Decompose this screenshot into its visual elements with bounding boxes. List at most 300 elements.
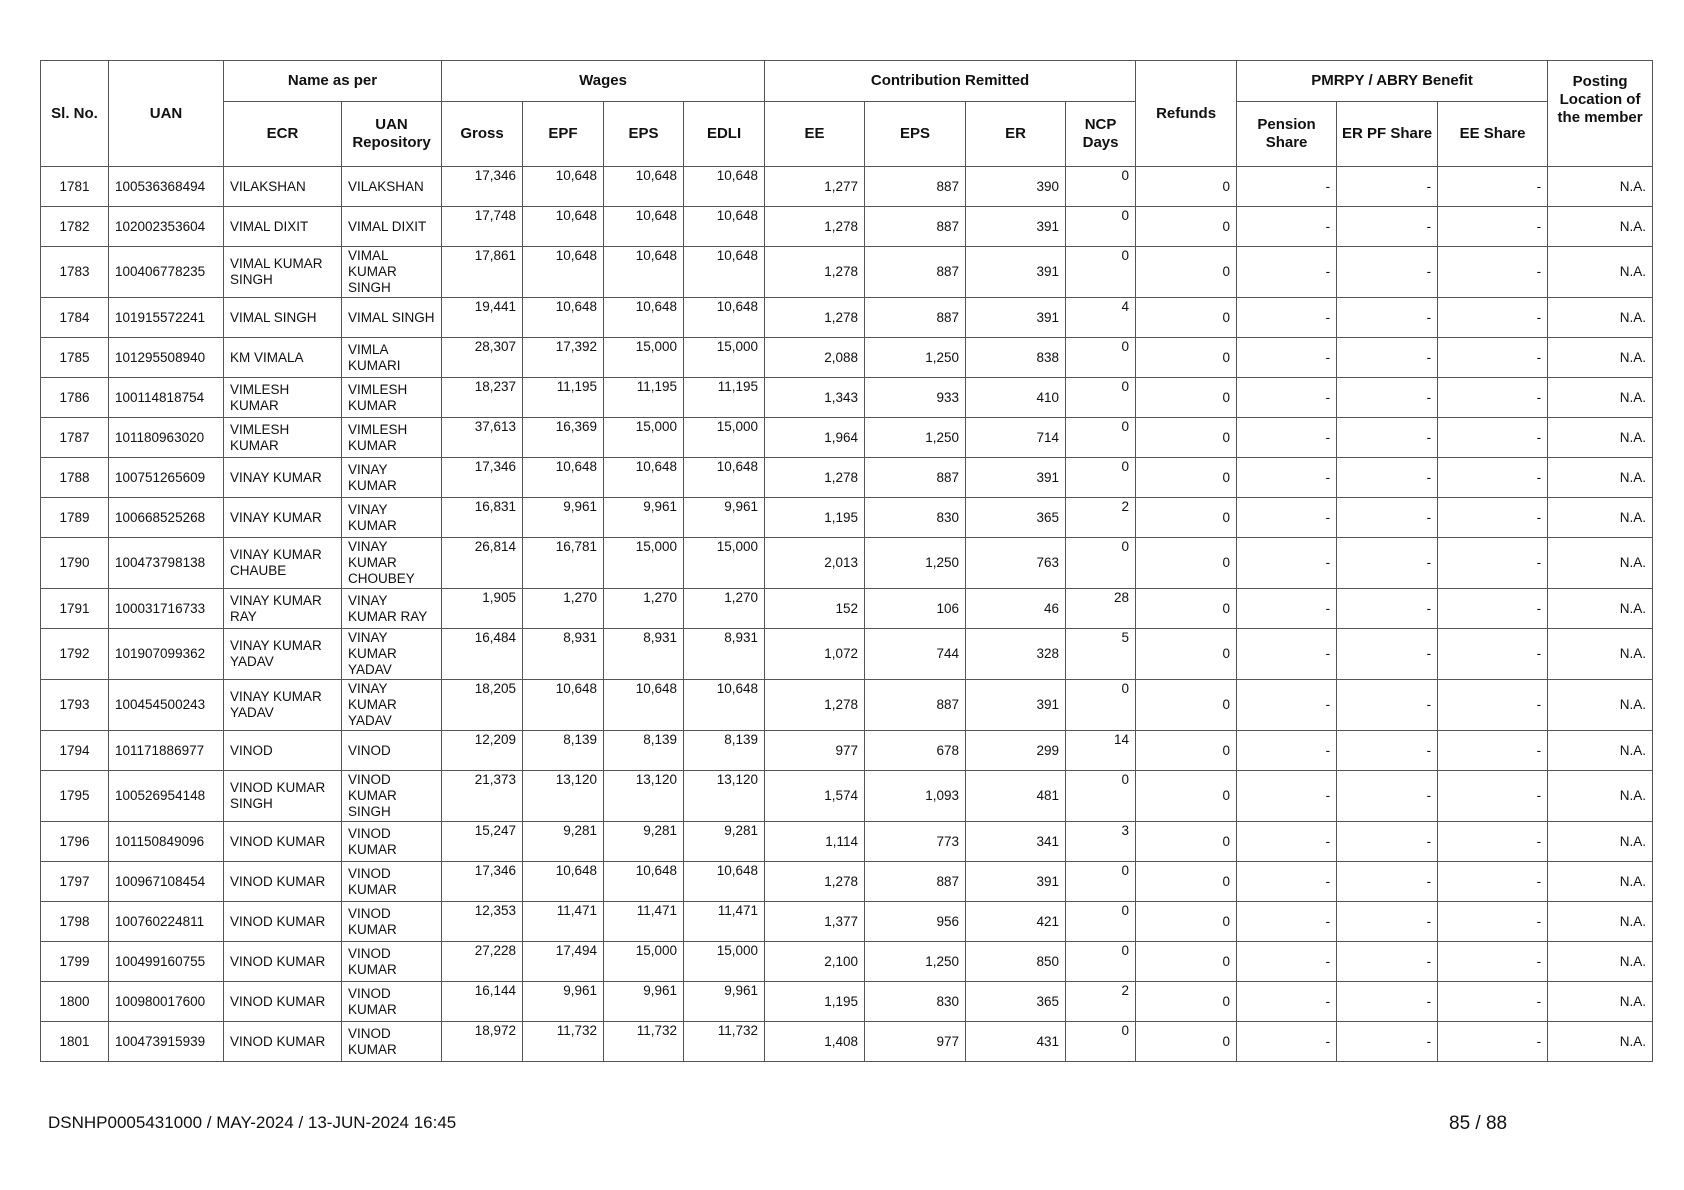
- cell-ee-share: -: [1438, 538, 1548, 589]
- cell-contribution-eps: 1,250: [865, 942, 966, 982]
- cell-er: 391: [966, 862, 1066, 902]
- cell-epf: 13,120: [523, 771, 604, 822]
- cell-pension-share: -: [1237, 731, 1337, 771]
- cell-ee-share: -: [1438, 498, 1548, 538]
- cell-edli: 10,648: [684, 298, 765, 338]
- cell-epf: 16,781: [523, 538, 604, 589]
- cell-uan-repository-name: VINOD KUMAR: [342, 862, 442, 902]
- cell-sl-no: 1790: [41, 538, 109, 589]
- cell-refunds: 0: [1136, 498, 1237, 538]
- cell-posting-location: N.A.: [1548, 942, 1653, 982]
- cell-eps: 11,732: [604, 1022, 684, 1062]
- cell-epf: 10,648: [523, 167, 604, 207]
- cell-ee: 1,072: [765, 629, 865, 680]
- cell-uan: 100526954148: [109, 771, 224, 822]
- cell-sl-no: 1786: [41, 378, 109, 418]
- cell-refunds: 0: [1136, 771, 1237, 822]
- cell-uan: 101180963020: [109, 418, 224, 458]
- cell-eps: 15,000: [604, 942, 684, 982]
- cell-ecr-name: VIMAL DIXIT: [224, 207, 342, 247]
- cell-ee: 977: [765, 731, 865, 771]
- cell-uan: 100967108454: [109, 862, 224, 902]
- cell-contribution-eps: 887: [865, 207, 966, 247]
- cell-epf: 10,648: [523, 680, 604, 731]
- cell-gross: 15,247: [442, 822, 523, 862]
- cell-pension-share: -: [1237, 418, 1337, 458]
- cell-er: 431: [966, 1022, 1066, 1062]
- page-number: 85 / 88: [1449, 1113, 1508, 1134]
- cell-er-pf-share: -: [1337, 298, 1438, 338]
- cell-eps: 13,120: [604, 771, 684, 822]
- col-edli: EDLI: [684, 102, 765, 167]
- cell-ncp-days: 0: [1066, 207, 1136, 247]
- cell-ee: 1,278: [765, 862, 865, 902]
- cell-sl-no: 1794: [41, 731, 109, 771]
- cell-posting-location: N.A.: [1548, 418, 1653, 458]
- col-group-contribution-remitted: Contribution Remitted: [765, 61, 1136, 102]
- cell-gross: 27,228: [442, 942, 523, 982]
- cell-uan: 100668525268: [109, 498, 224, 538]
- cell-gross: 17,346: [442, 167, 523, 207]
- cell-ecr-name: VINOD KUMAR: [224, 1022, 342, 1062]
- col-gross: Gross: [442, 102, 523, 167]
- col-ecr: ECR: [224, 102, 342, 167]
- cell-eps: 9,281: [604, 822, 684, 862]
- cell-posting-location: N.A.: [1548, 771, 1653, 822]
- cell-eps: 10,648: [604, 247, 684, 298]
- cell-ncp-days: 4: [1066, 298, 1136, 338]
- cell-edli: 10,648: [684, 458, 765, 498]
- cell-pension-share: -: [1237, 338, 1337, 378]
- table-row: [41, 247, 1653, 298]
- table-row: [41, 538, 1653, 589]
- cell-er: 763: [966, 538, 1066, 589]
- cell-sl-no: 1792: [41, 629, 109, 680]
- table-row: [41, 942, 1653, 982]
- cell-ncp-days: 28: [1066, 589, 1136, 629]
- cell-ncp-days: 5: [1066, 629, 1136, 680]
- cell-edli: 10,648: [684, 167, 765, 207]
- cell-ecr-name: VINOD: [224, 731, 342, 771]
- cell-refunds: 0: [1136, 338, 1237, 378]
- cell-er-pf-share: -: [1337, 207, 1438, 247]
- cell-uan-repository-name: VILAKSHAN: [342, 167, 442, 207]
- table-row: [41, 822, 1653, 862]
- cell-ee: 1,278: [765, 247, 865, 298]
- cell-pension-share: -: [1237, 498, 1337, 538]
- cell-er: 391: [966, 298, 1066, 338]
- cell-contribution-eps: 773: [865, 822, 966, 862]
- cell-eps: 8,139: [604, 731, 684, 771]
- cell-er: 46: [966, 589, 1066, 629]
- cell-uan: 100980017600: [109, 982, 224, 1022]
- cell-refunds: 0: [1136, 902, 1237, 942]
- cell-ecr-name: KM VIMALA: [224, 338, 342, 378]
- cell-eps: 9,961: [604, 982, 684, 1022]
- col-uan: UAN: [109, 61, 224, 167]
- cell-er-pf-share: -: [1337, 498, 1438, 538]
- cell-sl-no: 1784: [41, 298, 109, 338]
- cell-ncp-days: 0: [1066, 942, 1136, 982]
- cell-er: 714: [966, 418, 1066, 458]
- col-sl-no: Sl. No.: [41, 61, 109, 167]
- cell-er-pf-share: -: [1337, 458, 1438, 498]
- cell-refunds: 0: [1136, 298, 1237, 338]
- cell-ecr-name: VINOD KUMAR SINGH: [224, 771, 342, 822]
- col-posting-location: Posting Location of the member: [1548, 61, 1653, 167]
- cell-gross: 17,748: [442, 207, 523, 247]
- table-row: [41, 418, 1653, 458]
- cell-gross: 12,209: [442, 731, 523, 771]
- cell-posting-location: N.A.: [1548, 498, 1653, 538]
- cell-ecr-name: VIMAL KUMAR SINGH: [224, 247, 342, 298]
- cell-sl-no: 1787: [41, 418, 109, 458]
- col-er: ER: [966, 102, 1066, 167]
- cell-ecr-name: VINOD KUMAR: [224, 982, 342, 1022]
- col-group-wages: Wages: [442, 61, 765, 102]
- cell-uan: 101915572241: [109, 298, 224, 338]
- cell-ee-share: -: [1438, 378, 1548, 418]
- cell-contribution-eps: 977: [865, 1022, 966, 1062]
- cell-ee: 1,278: [765, 680, 865, 731]
- cell-pension-share: -: [1237, 247, 1337, 298]
- table-row: [41, 862, 1653, 902]
- cell-sl-no: 1798: [41, 902, 109, 942]
- cell-sl-no: 1800: [41, 982, 109, 1022]
- cell-contribution-eps: 1,250: [865, 338, 966, 378]
- cell-uan: 100406778235: [109, 247, 224, 298]
- cell-gross: 37,613: [442, 418, 523, 458]
- cell-uan: 101907099362: [109, 629, 224, 680]
- cell-er-pf-share: -: [1337, 731, 1438, 771]
- cell-gross: 17,861: [442, 247, 523, 298]
- cell-ee-share: -: [1438, 298, 1548, 338]
- cell-posting-location: N.A.: [1548, 629, 1653, 680]
- cell-sl-no: 1783: [41, 247, 109, 298]
- cell-uan-repository-name: VIMAL DIXIT: [342, 207, 442, 247]
- document-reference: DSNHP0005431000 / MAY-2024 / 13-JUN-2024 16:45: [48, 1113, 457, 1132]
- cell-ecr-name: VIMLESH KUMAR: [224, 378, 342, 418]
- cell-er-pf-share: -: [1337, 1022, 1438, 1062]
- cell-gross: 16,144: [442, 982, 523, 1022]
- cell-eps: 9,961: [604, 498, 684, 538]
- cell-uan-repository-name: VINAY KUMAR RAY: [342, 589, 442, 629]
- cell-pension-share: -: [1237, 771, 1337, 822]
- cell-pension-share: -: [1237, 982, 1337, 1022]
- cell-refunds: 0: [1136, 167, 1237, 207]
- cell-pension-share: -: [1237, 167, 1337, 207]
- cell-ee: 1,195: [765, 498, 865, 538]
- cell-ncp-days: 0: [1066, 418, 1136, 458]
- cell-ecr-name: VINAY KUMAR: [224, 458, 342, 498]
- col-epf: EPF: [523, 102, 604, 167]
- cell-eps: 8,931: [604, 629, 684, 680]
- cell-edli: 9,961: [684, 982, 765, 1022]
- cell-ncp-days: 0: [1066, 247, 1136, 298]
- cell-uan-repository-name: VINAY KUMAR CHOUBEY: [342, 538, 442, 589]
- cell-ee-share: -: [1438, 1022, 1548, 1062]
- cell-edli: 10,648: [684, 862, 765, 902]
- cell-er: 341: [966, 822, 1066, 862]
- cell-er-pf-share: -: [1337, 862, 1438, 902]
- cell-epf: 8,931: [523, 629, 604, 680]
- cell-ecr-name: VINAY KUMAR CHAUBE: [224, 538, 342, 589]
- cell-contribution-eps: 678: [865, 731, 966, 771]
- cell-ncp-days: 0: [1066, 538, 1136, 589]
- cell-ncp-days: 2: [1066, 982, 1136, 1022]
- cell-contribution-eps: 830: [865, 498, 966, 538]
- cell-refunds: 0: [1136, 942, 1237, 982]
- cell-er-pf-share: -: [1337, 418, 1438, 458]
- cell-contribution-eps: 887: [865, 862, 966, 902]
- cell-er-pf-share: -: [1337, 338, 1438, 378]
- cell-epf: 17,392: [523, 338, 604, 378]
- cell-ee: 2,100: [765, 942, 865, 982]
- cell-edli: 15,000: [684, 418, 765, 458]
- cell-uan: 100473798138: [109, 538, 224, 589]
- cell-er-pf-share: -: [1337, 378, 1438, 418]
- cell-sl-no: 1785: [41, 338, 109, 378]
- cell-contribution-eps: 887: [865, 167, 966, 207]
- table-row: [41, 498, 1653, 538]
- cell-er: 850: [966, 942, 1066, 982]
- cell-pension-share: -: [1237, 458, 1337, 498]
- cell-contribution-eps: 887: [865, 680, 966, 731]
- cell-pension-share: -: [1237, 207, 1337, 247]
- cell-ee: 1,278: [765, 207, 865, 247]
- cell-edli: 9,961: [684, 498, 765, 538]
- ecr-contribution-table: [40, 60, 1653, 1062]
- cell-pension-share: -: [1237, 862, 1337, 902]
- cell-uan-repository-name: VINAY KUMAR: [342, 458, 442, 498]
- cell-sl-no: 1801: [41, 1022, 109, 1062]
- cell-ncp-days: 2: [1066, 498, 1136, 538]
- cell-refunds: 0: [1136, 458, 1237, 498]
- cell-sl-no: 1796: [41, 822, 109, 862]
- cell-ee-share: -: [1438, 247, 1548, 298]
- cell-ecr-name: VIMLESH KUMAR: [224, 418, 342, 458]
- cell-ee-share: -: [1438, 771, 1548, 822]
- cell-uan-repository-name: VIMAL KUMAR SINGH: [342, 247, 442, 298]
- col-ncp-days: NCP Days: [1066, 102, 1136, 167]
- cell-er: 328: [966, 629, 1066, 680]
- table-body: [41, 167, 1653, 1062]
- cell-eps: 10,648: [604, 458, 684, 498]
- cell-er-pf-share: -: [1337, 771, 1438, 822]
- table-row: [41, 680, 1653, 731]
- cell-pension-share: -: [1237, 942, 1337, 982]
- cell-ncp-days: 0: [1066, 680, 1136, 731]
- cell-uan: 100499160755: [109, 942, 224, 982]
- cell-ncp-days: 0: [1066, 1022, 1136, 1062]
- cell-ee-share: -: [1438, 338, 1548, 378]
- cell-epf: 17,494: [523, 942, 604, 982]
- cell-ee: 152: [765, 589, 865, 629]
- cell-ecr-name: VINOD KUMAR: [224, 862, 342, 902]
- cell-er: 391: [966, 247, 1066, 298]
- cell-posting-location: N.A.: [1548, 338, 1653, 378]
- cell-edli: 8,931: [684, 629, 765, 680]
- cell-posting-location: N.A.: [1548, 982, 1653, 1022]
- cell-ee: 1,343: [765, 378, 865, 418]
- cell-refunds: 0: [1136, 822, 1237, 862]
- cell-eps: 15,000: [604, 538, 684, 589]
- cell-uan: 100760224811: [109, 902, 224, 942]
- cell-refunds: 0: [1136, 207, 1237, 247]
- table-row: [41, 902, 1653, 942]
- cell-er: 838: [966, 338, 1066, 378]
- cell-refunds: 0: [1136, 418, 1237, 458]
- cell-edli: 10,648: [684, 680, 765, 731]
- cell-ee-share: -: [1438, 942, 1548, 982]
- cell-posting-location: N.A.: [1548, 458, 1653, 498]
- cell-refunds: 0: [1136, 1022, 1237, 1062]
- cell-edli: 11,471: [684, 902, 765, 942]
- cell-ee-share: -: [1438, 207, 1548, 247]
- cell-uan: 100454500243: [109, 680, 224, 731]
- col-group-pmrpy-abry: PMRPY / ABRY Benefit: [1237, 61, 1548, 102]
- cell-epf: 10,648: [523, 862, 604, 902]
- cell-uan-repository-name: VINAY KUMAR YADAV: [342, 680, 442, 731]
- cell-gross: 28,307: [442, 338, 523, 378]
- col-ee-share: EE Share: [1438, 102, 1548, 167]
- cell-epf: 10,648: [523, 207, 604, 247]
- cell-ecr-name: VILAKSHAN: [224, 167, 342, 207]
- col-ee: EE: [765, 102, 865, 167]
- cell-sl-no: 1795: [41, 771, 109, 822]
- cell-er-pf-share: -: [1337, 902, 1438, 942]
- cell-uan: 100031716733: [109, 589, 224, 629]
- cell-uan-repository-name: VINAY KUMAR YADAV: [342, 629, 442, 680]
- cell-uan-repository-name: VIMLESH KUMAR: [342, 418, 442, 458]
- col-contribution-eps: EPS: [865, 102, 966, 167]
- cell-uan: 100114818754: [109, 378, 224, 418]
- cell-pension-share: -: [1237, 298, 1337, 338]
- cell-posting-location: N.A.: [1548, 902, 1653, 942]
- cell-er-pf-share: -: [1337, 247, 1438, 298]
- cell-er-pf-share: -: [1337, 629, 1438, 680]
- cell-ncp-days: 0: [1066, 862, 1136, 902]
- cell-edli: 13,120: [684, 771, 765, 822]
- cell-gross: 16,484: [442, 629, 523, 680]
- cell-sl-no: 1791: [41, 589, 109, 629]
- cell-ncp-days: 0: [1066, 378, 1136, 418]
- cell-pension-share: -: [1237, 822, 1337, 862]
- cell-posting-location: N.A.: [1548, 538, 1653, 589]
- table-row: [41, 298, 1653, 338]
- cell-posting-location: N.A.: [1548, 680, 1653, 731]
- cell-ncp-days: 14: [1066, 731, 1136, 771]
- cell-posting-location: N.A.: [1548, 822, 1653, 862]
- cell-ee-share: -: [1438, 458, 1548, 498]
- cell-posting-location: N.A.: [1548, 378, 1653, 418]
- cell-uan-repository-name: VINOD KUMAR: [342, 942, 442, 982]
- cell-posting-location: N.A.: [1548, 1022, 1653, 1062]
- cell-eps: 11,471: [604, 902, 684, 942]
- cell-ncp-days: 0: [1066, 902, 1136, 942]
- cell-ecr-name: VINAY KUMAR YADAV: [224, 680, 342, 731]
- cell-epf: 8,139: [523, 731, 604, 771]
- cell-gross: 26,814: [442, 538, 523, 589]
- cell-epf: 11,471: [523, 902, 604, 942]
- cell-pension-share: -: [1237, 629, 1337, 680]
- cell-edli: 10,648: [684, 247, 765, 298]
- cell-gross: 17,346: [442, 458, 523, 498]
- cell-uan: 101171886977: [109, 731, 224, 771]
- table-row: [41, 167, 1653, 207]
- cell-sl-no: 1781: [41, 167, 109, 207]
- cell-ee-share: -: [1438, 680, 1548, 731]
- col-uan-repository: UAN Repository: [342, 102, 442, 167]
- cell-refunds: 0: [1136, 589, 1237, 629]
- cell-contribution-eps: 106: [865, 589, 966, 629]
- cell-er-pf-share: -: [1337, 822, 1438, 862]
- cell-epf: 9,281: [523, 822, 604, 862]
- cell-ecr-name: VINAY KUMAR RAY: [224, 589, 342, 629]
- cell-uan-repository-name: VIMLA KUMARI: [342, 338, 442, 378]
- col-group-name-as-per: Name as per: [224, 61, 442, 102]
- table-row: [41, 378, 1653, 418]
- cell-er-pf-share: -: [1337, 982, 1438, 1022]
- cell-sl-no: 1797: [41, 862, 109, 902]
- cell-ee-share: -: [1438, 167, 1548, 207]
- cell-er-pf-share: -: [1337, 589, 1438, 629]
- cell-pension-share: -: [1237, 680, 1337, 731]
- cell-uan: 101295508940: [109, 338, 224, 378]
- cell-er-pf-share: -: [1337, 942, 1438, 982]
- cell-eps: 11,195: [604, 378, 684, 418]
- cell-ee: 1,277: [765, 167, 865, 207]
- cell-er: 391: [966, 207, 1066, 247]
- table-row: [41, 207, 1653, 247]
- col-eps: EPS: [604, 102, 684, 167]
- cell-posting-location: N.A.: [1548, 731, 1653, 771]
- cell-uan-repository-name: VINOD KUMAR: [342, 982, 442, 1022]
- cell-gross: 18,972: [442, 1022, 523, 1062]
- cell-er: 391: [966, 680, 1066, 731]
- cell-ecr-name: VINAY KUMAR: [224, 498, 342, 538]
- cell-eps: 15,000: [604, 418, 684, 458]
- cell-posting-location: N.A.: [1548, 298, 1653, 338]
- cell-uan-repository-name: VINOD KUMAR: [342, 822, 442, 862]
- cell-contribution-eps: 887: [865, 458, 966, 498]
- cell-sl-no: 1799: [41, 942, 109, 982]
- cell-eps: 10,648: [604, 298, 684, 338]
- cell-uan: 100473915939: [109, 1022, 224, 1062]
- cell-uan: 100751265609: [109, 458, 224, 498]
- cell-uan: 100536368494: [109, 167, 224, 207]
- cell-pension-share: -: [1237, 589, 1337, 629]
- cell-eps: 10,648: [604, 207, 684, 247]
- col-refunds: Refunds: [1136, 61, 1237, 167]
- table-row: [41, 1022, 1653, 1062]
- cell-epf: 11,195: [523, 378, 604, 418]
- cell-edli: 9,281: [684, 822, 765, 862]
- cell-er: 365: [966, 982, 1066, 1022]
- cell-contribution-eps: 887: [865, 247, 966, 298]
- cell-sl-no: 1793: [41, 680, 109, 731]
- cell-ncp-days: 0: [1066, 771, 1136, 822]
- cell-edli: 10,648: [684, 207, 765, 247]
- cell-ecr-name: VINOD KUMAR: [224, 822, 342, 862]
- cell-ee: 2,088: [765, 338, 865, 378]
- table-row: [41, 458, 1653, 498]
- cell-eps: 10,648: [604, 167, 684, 207]
- cell-epf: 10,648: [523, 298, 604, 338]
- col-er-pf-share: ER PF Share: [1337, 102, 1438, 167]
- table-row: [41, 589, 1653, 629]
- cell-contribution-eps: 956: [865, 902, 966, 942]
